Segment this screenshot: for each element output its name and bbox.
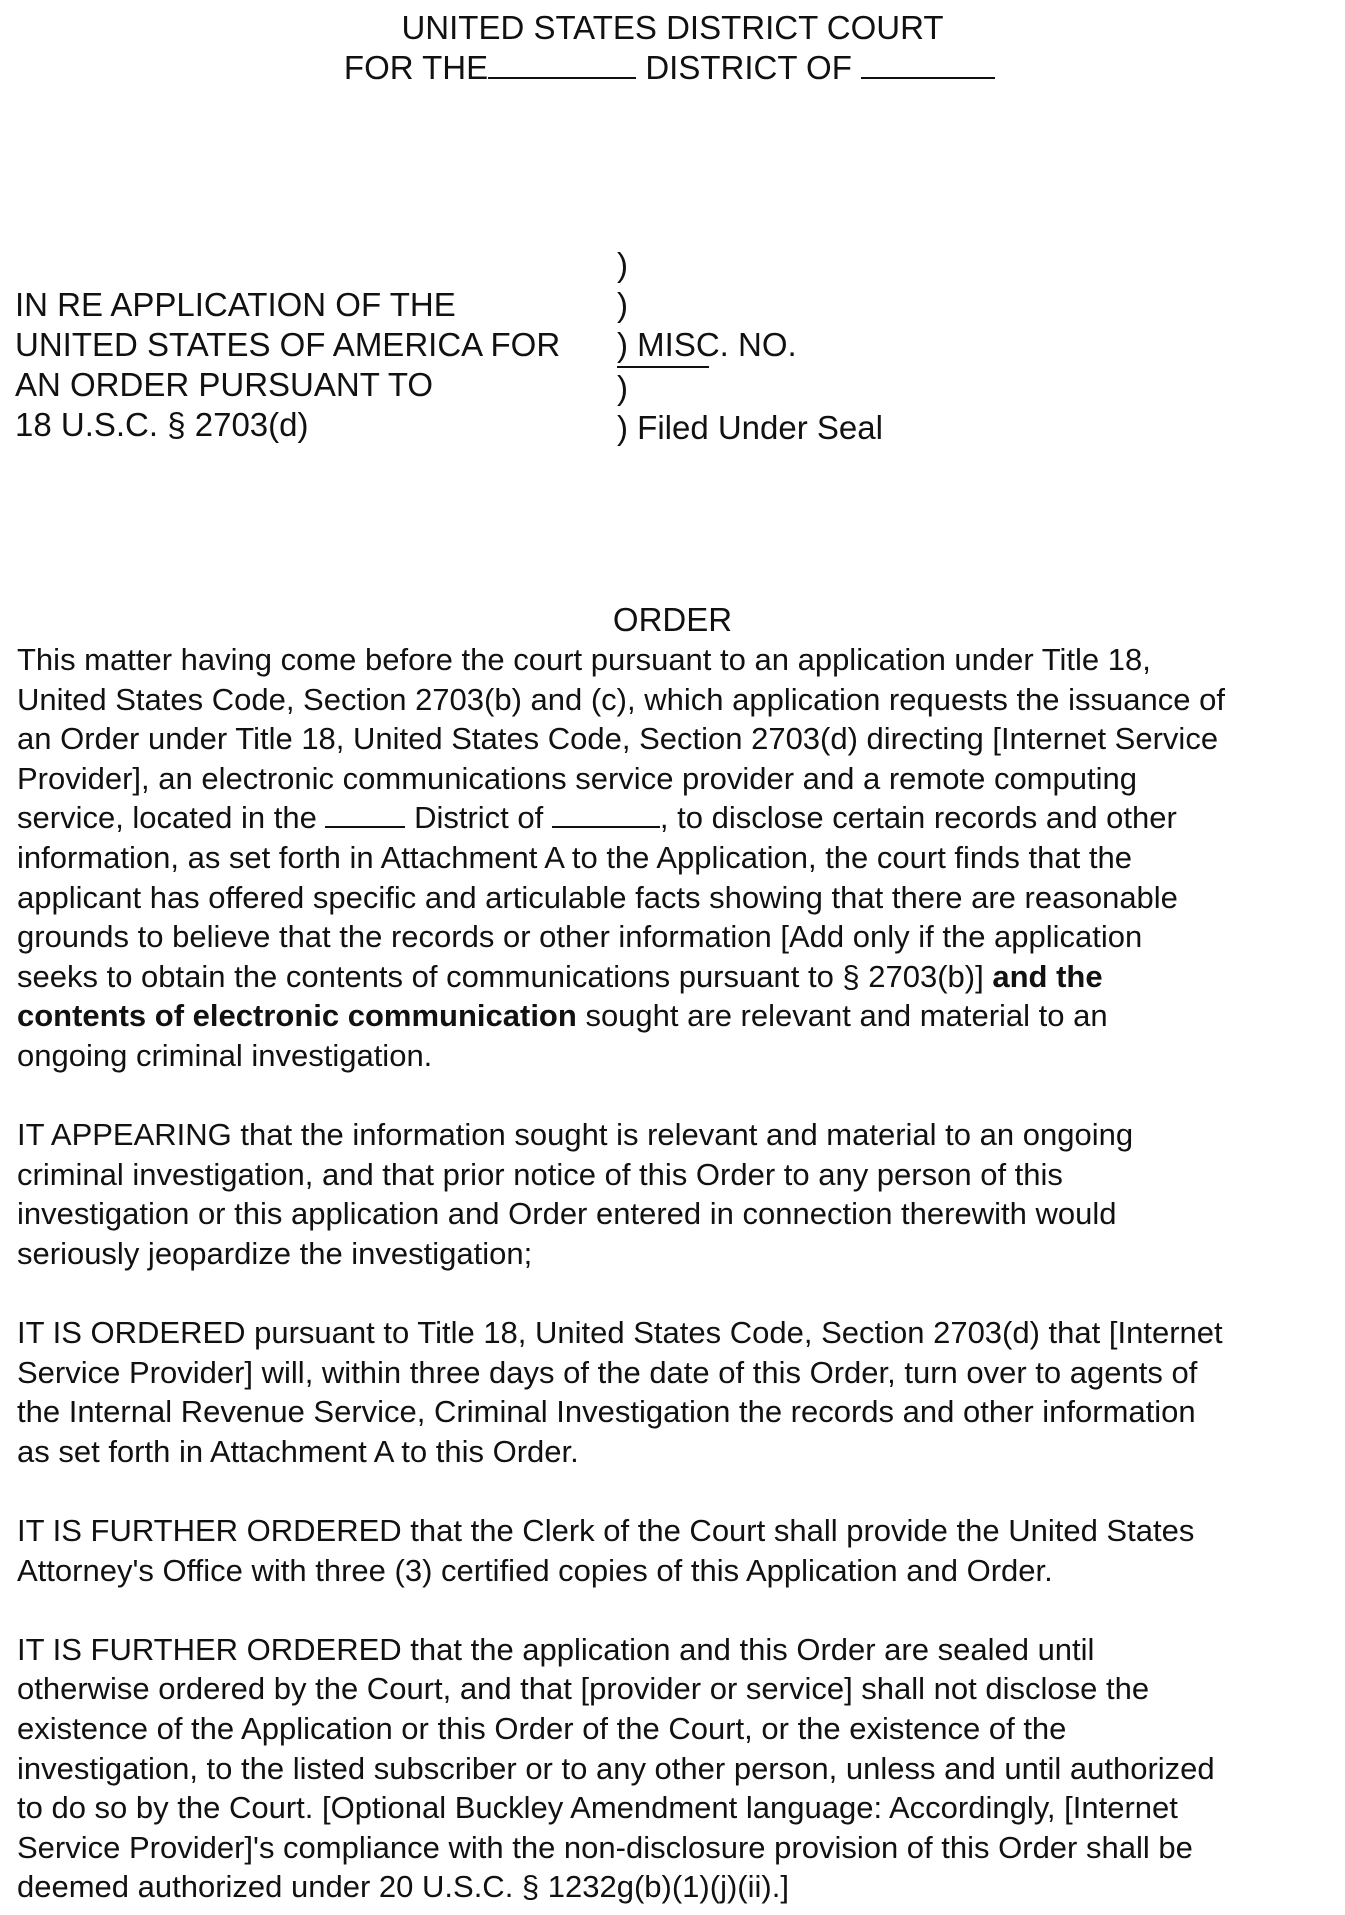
text-line: investigation or this application and Order entered in connection therewith would — [17, 1196, 1117, 1232]
text-line: seriously jeopardize the investigation; — [17, 1235, 533, 1271]
text-line: IT IS ORDERED pursuant to Title 18, United States Code, Section 2703(d) that [Internet — [17, 1315, 1223, 1351]
located-in-text: service, located in the — [17, 800, 317, 836]
misc-number-line — [617, 325, 883, 368]
text-line: grounds to believe that the records or other information [Add only if the application — [17, 919, 1143, 955]
paragraph-4 — [17, 1511, 1332, 1590]
caption-line: AN ORDER PURSUANT TO — [15, 366, 434, 403]
text-line — [17, 957, 1332, 997]
text-line: the Internal Revenue Service, Criminal Investigation the records and other information — [17, 1394, 1196, 1430]
bold-text: and the — [992, 958, 1103, 994]
district-blank — [325, 825, 405, 828]
text-line: existence of the Application or this Order of the Court, or the existence of the — [17, 1711, 1067, 1747]
text-line: investigation, to the listed subscriber or to any other person, unless and until authorized — [17, 1750, 1215, 1786]
court-header — [0, 8, 1345, 88]
caption-bracket: ) — [617, 246, 628, 283]
order-body — [17, 640, 1332, 1907]
text-line: Provider], an electronic communications service provider and a remote computing — [17, 760, 1137, 796]
seeks-text: seeks to obtain the contents of communications pursuant to § 2703(b)] — [17, 958, 984, 994]
text-line: IT APPEARING that the information sought is relevant and material to an ongoing — [17, 1117, 1134, 1153]
district-name-blank — [552, 825, 660, 828]
court-district-line — [0, 48, 1342, 88]
district-of-label: DISTRICT OF — [645, 49, 852, 86]
district-blank-1 — [488, 76, 636, 79]
text-line: applicant has offered specific and articulable facts showing that there are reasonable — [17, 879, 1178, 915]
district-blank-2 — [861, 76, 995, 79]
caption-bracket: ) — [617, 286, 628, 323]
text-line: to do so by the Court. [Optional Buckley Amendment language: Accordingly, [Internet — [17, 1790, 1178, 1826]
text-line: Service Provider]'s compliance with the non-disclosure provision of this Order shall be — [17, 1829, 1193, 1865]
text-line: United States Code, Section 2703(b) and (c), which application requests the issuance of — [17, 681, 1225, 717]
court-name: UNITED STATES DISTRICT COURT — [401, 9, 944, 46]
caption-bracket: ) — [617, 369, 628, 406]
text-line: criminal investigation, and that prior notice of this Order to any person of this — [17, 1156, 1063, 1192]
text-line: Service Provider] will, within three days of the date of this Order, turn over to agents of — [17, 1354, 1198, 1390]
case-number-column — [617, 245, 883, 448]
text-line: deemed authorized under 20 U.S.C. § 1232g(b)(1)(j)(ii).] — [17, 1869, 789, 1905]
text-line: Attorney's Office with three (3) certified copies of this Application and Order. — [17, 1552, 1053, 1588]
text-line: IT IS FURTHER ORDERED that the application and this Order are sealed until — [17, 1631, 1095, 1667]
caption-line: 18 U.S.C. § 2703(d) — [15, 406, 309, 443]
order-title: ORDER — [612, 601, 733, 638]
case-caption — [15, 285, 560, 445]
text-line: an Order under Title 18, United States Code, Section 2703(d) directing [Internet Service — [17, 721, 1219, 757]
filed-under-seal: ) Filed Under Seal — [617, 409, 883, 446]
district-of-text: District of — [414, 800, 544, 836]
paragraph-5 — [17, 1630, 1332, 1907]
text-line: information, as set forth in Attachment A to the Application, the court finds that the — [17, 839, 1132, 875]
paragraph-2 — [17, 1115, 1332, 1273]
text-line: as set forth in Attachment A to this Order. — [17, 1433, 579, 1469]
text-line: otherwise ordered by the Court, and that [provider or service] shall not disclose the — [17, 1671, 1150, 1707]
text-line: IT IS FURTHER ORDERED that the Clerk of the Court shall provide the United States — [17, 1513, 1195, 1549]
paragraph-3 — [17, 1313, 1332, 1471]
text-line: This matter having come before the court pursuant to an application under Title 18, — [17, 642, 1151, 677]
misc-number-label: ) MISC. NO. — [617, 326, 797, 363]
bold-text: contents of electronic communication — [17, 998, 577, 1034]
text-line — [17, 996, 1332, 1036]
caption-line: UNITED STATES OF AMERICA FOR — [15, 326, 561, 363]
for-the-label: FOR THE — [343, 49, 489, 86]
text-line — [17, 798, 1332, 838]
paragraph-1 — [17, 640, 1332, 1076]
disclose-text: , to disclose certain records and other — [659, 800, 1177, 836]
relevant-text: sought are relevant and material to an — [585, 998, 1108, 1034]
text-line: ongoing criminal investigation. — [17, 1037, 433, 1073]
caption-line: IN RE APPLICATION OF THE — [15, 286, 456, 323]
